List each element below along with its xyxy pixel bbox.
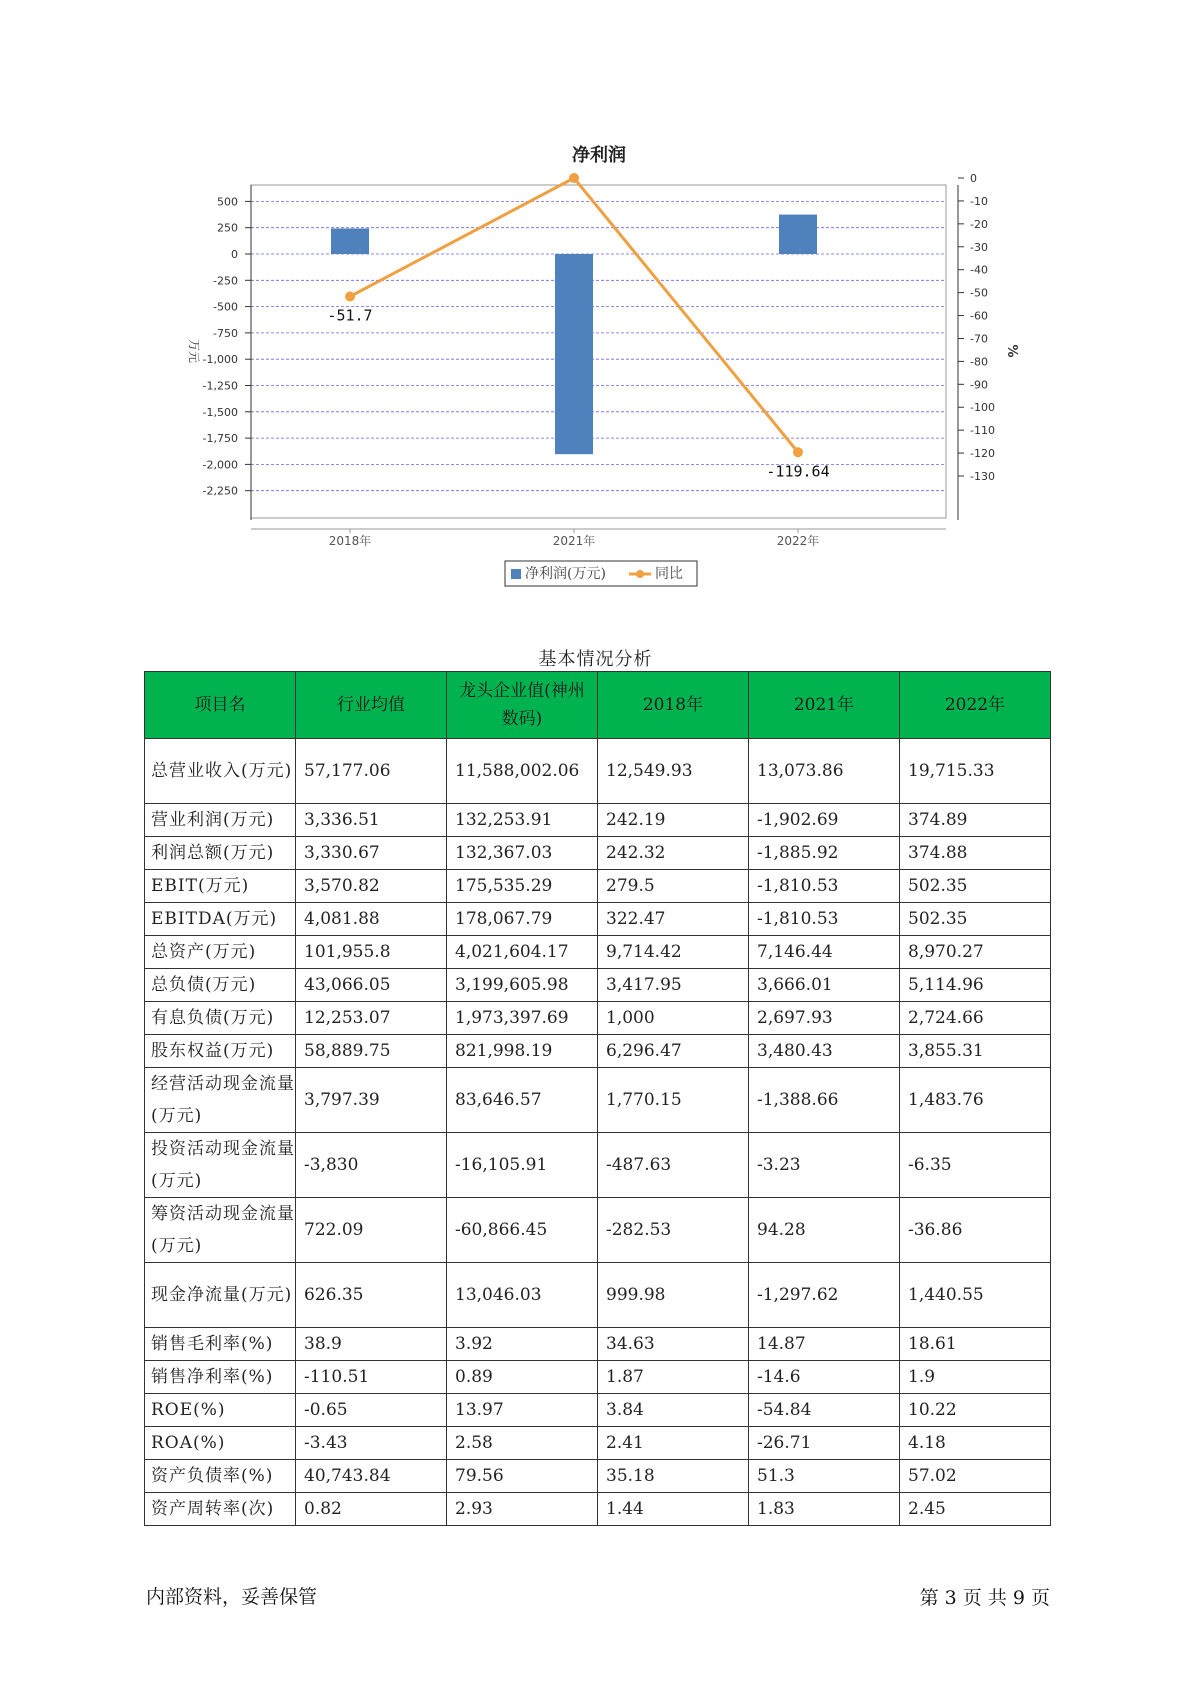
value-cell: 2.93 — [447, 1493, 598, 1526]
header-cell: 龙头企业值(神州数码) — [447, 672, 598, 739]
y-right-tick-label: 0 — [970, 172, 977, 185]
row-name-cell: 股东权益(万元) — [145, 1035, 296, 1068]
y-left-tick-label: 0 — [231, 248, 238, 261]
y-right-tick-label: -100 — [970, 401, 995, 415]
value-cell: 242.19 — [598, 804, 749, 837]
value-cell: 101,955.8 — [296, 936, 447, 969]
y-right-tick-label: -50 — [970, 286, 988, 300]
row-name-cell: ROA(%) — [145, 1427, 296, 1460]
row-name-cell: 总资产(万元) — [145, 936, 296, 969]
value-cell: 14.87 — [749, 1328, 900, 1361]
y-axis-right-label: % — [1004, 344, 1019, 358]
header-cell: 行业均值 — [296, 672, 447, 739]
value-cell: -26.71 — [749, 1427, 900, 1460]
table-caption: 基本情况分析 — [538, 649, 653, 670]
y-axis-left-label: 万元 — [187, 338, 201, 364]
y-right-tick-label: -40 — [970, 263, 988, 277]
y-right-tick-label: -130 — [970, 470, 995, 483]
value-cell: 10.22 — [900, 1394, 1051, 1427]
y-right-tick-label: -80 — [970, 355, 988, 369]
line-point-2021年 — [569, 173, 579, 183]
value-cell: 322.47 — [598, 903, 749, 936]
value-cell: 8,970.27 — [900, 936, 1051, 969]
value-cell: 3,480.43 — [749, 1035, 900, 1068]
legend — [505, 561, 697, 586]
value-cell: 58,889.75 — [296, 1035, 447, 1068]
value-cell: 2.58 — [447, 1427, 598, 1460]
value-cell: 4,081.88 — [296, 903, 447, 936]
header-cell: 2022年 — [900, 672, 1051, 739]
value-cell: -3.23 — [749, 1133, 900, 1198]
value-cell: 3,666.01 — [749, 969, 900, 1002]
row-name-cell: EBITDA(万元) — [145, 903, 296, 936]
value-cell: -1,885.92 — [749, 837, 900, 870]
value-cell: 132,253.91 — [447, 804, 598, 837]
x-tick-label: 2021年 — [552, 534, 596, 548]
value-cell: 2.45 — [900, 1493, 1051, 1526]
y-right-tick-label: -90 — [970, 378, 988, 392]
footer-page-number: 第 3 页 共 9 页 — [919, 1587, 1050, 1609]
value-cell: 57,177.06 — [296, 739, 447, 804]
value-cell: -6.35 — [900, 1133, 1051, 1198]
value-cell: 3,797.39 — [296, 1068, 447, 1133]
y-left-tick-label: -500 — [213, 300, 238, 314]
value-cell: 19,715.33 — [900, 739, 1051, 804]
row-name-cell: 销售毛利率(%) — [145, 1328, 296, 1361]
table-row — [145, 1263, 1051, 1328]
table-row — [145, 1328, 1051, 1361]
bar-2021年 — [555, 254, 593, 454]
bar-2022年 — [779, 215, 817, 254]
x-tick-label: 2022年 — [776, 534, 820, 548]
table-row — [145, 1427, 1051, 1460]
row-name-cell: 经营活动现金流量(万元) — [145, 1068, 296, 1133]
value-cell: 43,066.05 — [296, 969, 447, 1002]
value-cell: -36.86 — [900, 1198, 1051, 1263]
value-cell: -1,297.62 — [749, 1263, 900, 1328]
value-cell: 2,697.93 — [749, 1002, 900, 1035]
value-cell: 13,073.86 — [749, 739, 900, 804]
value-cell: 175,535.29 — [447, 870, 598, 903]
y-right-tick-label: -110 — [970, 424, 995, 438]
header-cell: 2018年 — [598, 672, 749, 739]
y-left-tick-label: -1,500 — [202, 405, 238, 419]
value-cell: 178,067.79 — [447, 903, 598, 936]
value-cell: -3.43 — [296, 1427, 447, 1460]
y-left-tick-label: -2,000 — [202, 458, 238, 472]
value-cell: 502.35 — [900, 870, 1051, 903]
table-row — [145, 1002, 1051, 1035]
table-row — [145, 804, 1051, 837]
value-cell: -1,388.66 — [749, 1068, 900, 1133]
table-row — [145, 1198, 1051, 1263]
y-axis-right-ticks — [958, 172, 995, 483]
table-row — [145, 1460, 1051, 1493]
row-name-cell: 筹资活动现金流量(万元) — [145, 1198, 296, 1263]
header-cell: 项目名 — [145, 672, 296, 739]
value-cell: 35.18 — [598, 1460, 749, 1493]
value-cell: 3.92 — [447, 1328, 598, 1361]
value-cell: 6,296.47 — [598, 1035, 749, 1068]
row-name-cell: 现金净流量(万元) — [145, 1263, 296, 1328]
legend-line-label: 同比 — [655, 566, 683, 582]
row-name-cell: 资产周转率(次) — [145, 1493, 296, 1526]
value-cell: 13.97 — [447, 1394, 598, 1427]
value-cell: -1,902.69 — [749, 804, 900, 837]
value-cell: 13,046.03 — [447, 1263, 598, 1328]
value-cell: 1,483.76 — [900, 1068, 1051, 1133]
bar-series — [331, 215, 817, 455]
table-row — [145, 837, 1051, 870]
value-cell: 12,253.07 — [296, 1002, 447, 1035]
data-label: -119.64 — [766, 462, 830, 481]
y-right-tick-label: -20 — [970, 217, 988, 231]
row-name-cell: 投资活动现金流量(万元) — [145, 1133, 296, 1198]
value-cell: 1.9 — [900, 1361, 1051, 1394]
net-profit-chart — [0, 0, 1191, 600]
bar-2018年 — [331, 229, 369, 254]
value-cell: 1.44 — [598, 1493, 749, 1526]
value-cell: -16,105.91 — [447, 1133, 598, 1198]
value-cell: 1,000 — [598, 1002, 749, 1035]
value-cell: -3,830 — [296, 1133, 447, 1198]
y-left-tick-label: -1,000 — [202, 353, 238, 367]
value-cell: 51.3 — [749, 1460, 900, 1493]
value-cell: 79.56 — [447, 1460, 598, 1493]
row-name-cell: ROE(%) — [145, 1394, 296, 1427]
table-row — [145, 936, 1051, 969]
table-row — [145, 969, 1051, 1002]
value-cell: 12,549.93 — [598, 739, 749, 804]
value-cell: -14.6 — [749, 1361, 900, 1394]
row-name-cell: 有息负债(万元) — [145, 1002, 296, 1035]
value-cell: 3,855.31 — [900, 1035, 1051, 1068]
line-point-2018年 — [345, 292, 355, 302]
value-cell: 821,998.19 — [447, 1035, 598, 1068]
value-cell: 0.82 — [296, 1493, 447, 1526]
table-row — [145, 1361, 1051, 1394]
value-cell: -1,810.53 — [749, 903, 900, 936]
value-cell: -0.65 — [296, 1394, 447, 1427]
table-header-row — [145, 672, 1051, 739]
data-label: -51.7 — [327, 306, 373, 325]
value-cell: 1.83 — [749, 1493, 900, 1526]
value-cell: 3,199,605.98 — [447, 969, 598, 1002]
value-cell: 7,146.44 — [749, 936, 900, 969]
value-cell: 3,417.95 — [598, 969, 749, 1002]
value-cell: 1,440.55 — [900, 1263, 1051, 1328]
value-cell: 279.5 — [598, 870, 749, 903]
x-axis-ticks — [329, 529, 820, 548]
value-cell: 132,367.03 — [447, 837, 598, 870]
y-right-tick-label: -10 — [970, 194, 988, 208]
value-cell: 502.35 — [900, 903, 1051, 936]
value-cell: 3,336.51 — [296, 804, 447, 837]
y-left-tick-label: -1,750 — [202, 432, 238, 446]
table-row — [145, 1394, 1051, 1427]
table-row — [145, 1493, 1051, 1526]
value-cell: 2,724.66 — [900, 1002, 1051, 1035]
value-cell: 94.28 — [749, 1198, 900, 1263]
footer-confidential-note: 内部资料，妥善保管 — [146, 1586, 318, 1608]
value-cell: 11,588,002.06 — [447, 739, 598, 804]
row-name-cell: EBIT(万元) — [145, 870, 296, 903]
value-cell: 999.98 — [598, 1263, 749, 1328]
value-cell: 374.89 — [900, 804, 1051, 837]
value-cell: 3,330.67 — [296, 837, 447, 870]
table-row — [145, 870, 1051, 903]
value-cell: -110.51 — [296, 1361, 447, 1394]
y-left-tick-label: -750 — [213, 326, 238, 340]
y-right-tick-label: -60 — [970, 309, 988, 323]
line-point-2022年 — [793, 447, 803, 457]
value-cell: 18.61 — [900, 1328, 1051, 1361]
legend-bar-swatch — [511, 569, 521, 579]
y-right-tick-label: -120 — [970, 447, 995, 461]
table-row — [145, 1068, 1051, 1133]
legend-bar-label: 净利润(万元) — [525, 566, 606, 582]
value-cell: 5,114.96 — [900, 969, 1051, 1002]
value-cell: 626.35 — [296, 1263, 447, 1328]
value-cell: 3.84 — [598, 1394, 749, 1427]
header-cell: 2021年 — [749, 672, 900, 739]
value-cell: 1.87 — [598, 1361, 749, 1394]
value-cell: 34.63 — [598, 1328, 749, 1361]
value-cell: 38.9 — [296, 1328, 447, 1361]
row-name-cell: 资产负债率(%) — [145, 1460, 296, 1493]
table-row — [145, 1133, 1051, 1198]
table-body — [145, 739, 1051, 1526]
value-cell: 3,570.82 — [296, 870, 447, 903]
x-tick-label: 2018年 — [328, 534, 372, 548]
value-cell: -282.53 — [598, 1198, 749, 1263]
legend-line-marker — [636, 570, 644, 578]
y-left-tick-label: 500 — [217, 195, 238, 209]
row-name-cell: 销售净利率(%) — [145, 1361, 296, 1394]
value-cell: 57.02 — [900, 1460, 1051, 1493]
value-cell: -1,810.53 — [749, 870, 900, 903]
row-name-cell: 利润总额(万元) — [145, 837, 296, 870]
y-axis-left-ticks — [203, 195, 251, 497]
value-cell: 1,973,397.69 — [447, 1002, 598, 1035]
y-right-tick-label: -30 — [970, 240, 988, 254]
table-row — [145, 1035, 1051, 1068]
row-name-cell: 营业利润(万元) — [145, 804, 296, 837]
value-cell: 4,021,604.17 — [447, 936, 598, 969]
y-left-tick-label: 250 — [217, 221, 238, 235]
y-left-tick-label: -2,250 — [202, 484, 238, 498]
value-cell: -487.63 — [598, 1133, 749, 1198]
table-row — [145, 903, 1051, 936]
value-cell: 4.18 — [900, 1427, 1051, 1460]
value-cell: -54.84 — [749, 1394, 900, 1427]
row-name-cell: 总营业收入(万元) — [145, 739, 296, 804]
chart-title: 净利润 — [572, 145, 626, 166]
value-cell: 2.41 — [598, 1427, 749, 1460]
value-cell: 9,714.42 — [598, 936, 749, 969]
value-cell: -60,866.45 — [447, 1198, 598, 1263]
value-cell: 83,646.57 — [447, 1068, 598, 1133]
value-cell: 374.88 — [900, 837, 1051, 870]
table-row — [145, 739, 1051, 804]
y-left-tick-label: -1,250 — [202, 379, 238, 393]
value-cell: 1,770.15 — [598, 1068, 749, 1133]
value-cell: 242.32 — [598, 837, 749, 870]
value-cell: 722.09 — [296, 1198, 447, 1263]
analysis-table — [144, 671, 1051, 1526]
row-name-cell: 总负债(万元) — [145, 969, 296, 1002]
value-cell: 40,743.84 — [296, 1460, 447, 1493]
y-right-tick-label: -70 — [970, 332, 988, 346]
y-left-tick-label: -250 — [213, 274, 238, 288]
value-cell: 0.89 — [447, 1361, 598, 1394]
